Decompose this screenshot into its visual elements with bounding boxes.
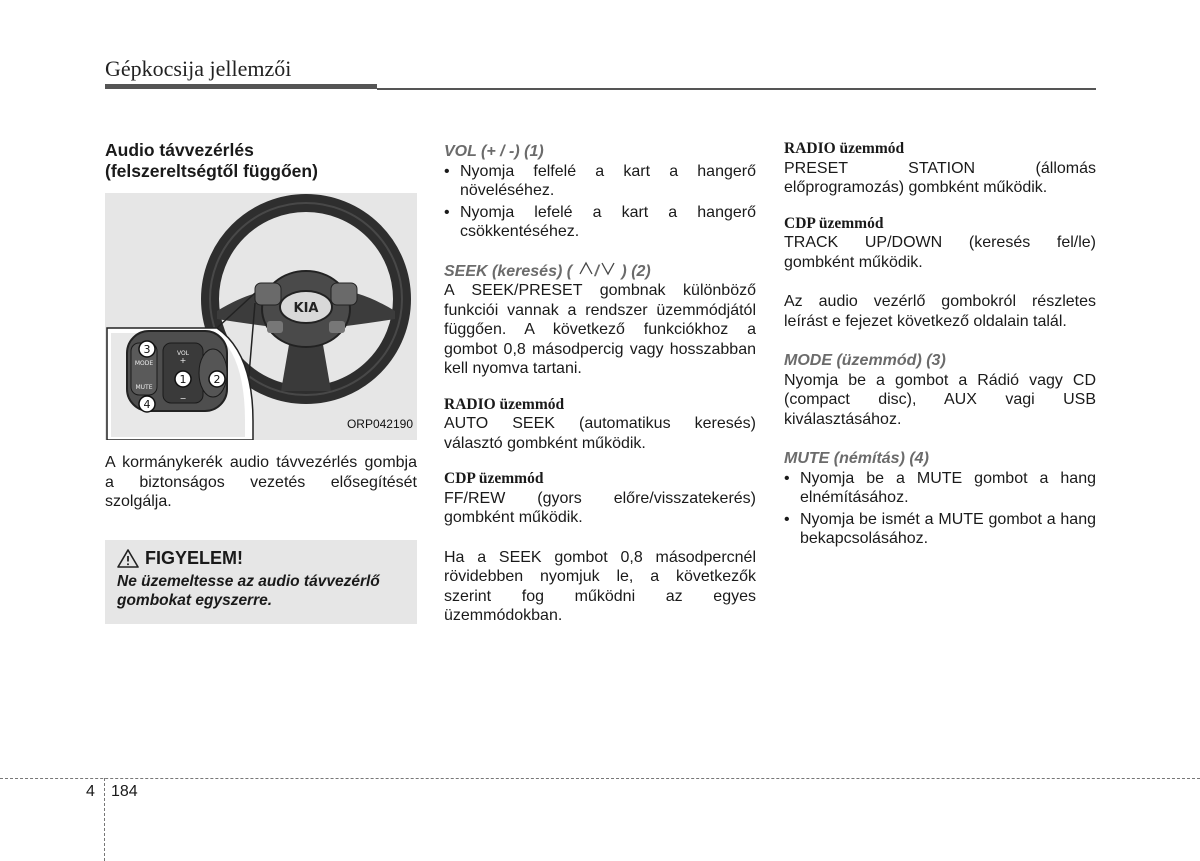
svg-text:3: 3 <box>143 343 151 356</box>
more-info-paragraph: Az audio vezérlő gombokról részletes leírást e fejezet következő oldalain talál. <box>784 293 1096 330</box>
radio-mode-text: AUTO SEEK (automatikus keresés) választó gombként működik. <box>444 415 756 452</box>
seek-heading: SEEK (keresés) ( / ) (2) <box>444 260 756 282</box>
steering-wheel-figure <box>105 193 417 440</box>
chapter-number: 4 <box>86 783 95 800</box>
footer-dashed-divider <box>104 778 105 861</box>
svg-text:4: 4 <box>143 398 151 411</box>
list-item: • Nyomja be ismét a MUTE gombot a hang bekapcsolásához. <box>784 510 1096 549</box>
cdp-mode-text: FF/REW (gyors előre/visszatekerés) gombként működik. <box>444 489 756 526</box>
vol-label: VOL <box>176 350 190 357</box>
warning-box <box>105 540 417 625</box>
short-press-paragraph: Ha a SEEK gombot 0,8 másodpercnél rövidebben nyomjuk le, a következők szerint fog működni az egyes üzemmódokban. <box>444 548 756 624</box>
list-item: • Nyomja be a MUTE gombot a hang elnémításához. <box>784 469 1096 508</box>
radio-mode-text-2: PRESET STATION (állomás előprogramozás) gombként működik. <box>784 159 1096 196</box>
mute-heading: MUTE (némítás) (4) <box>784 450 929 467</box>
list-item: • Nyomja lefelé a kart a hangerő csökkentéséhez. <box>444 203 756 242</box>
radio-mode-heading-2: RADIO üzemmód <box>784 140 905 157</box>
svg-text:+: + <box>179 356 187 365</box>
warning-icon <box>117 549 139 568</box>
steering-wheel-illustration <box>105 193 417 440</box>
left-column <box>105 140 417 624</box>
mode-heading: MODE (üzemmód) (3) <box>784 352 946 369</box>
callout-2 <box>209 371 225 387</box>
radio-mode-heading: RADIO üzemmód <box>444 395 565 413</box>
cdp-mode-heading-2: CDP üzemmód <box>784 214 884 232</box>
vol-list <box>444 162 756 242</box>
mute-list <box>784 469 1096 549</box>
intro-paragraph: A kormánykerék audio távvezérlés gombja a biztonságos vezetés elősegítését szolgálja. <box>105 454 417 510</box>
header-rule-thin <box>377 88 1096 90</box>
callout-1 <box>175 371 191 387</box>
mode-label: MODE <box>134 360 154 367</box>
middle-column <box>444 142 756 626</box>
warning-title: FIGYELEM! <box>145 547 243 568</box>
list-item: • Nyomja felfelé a kart a hangerő növeléséhez. <box>444 162 756 201</box>
svg-text:1: 1 <box>179 373 187 386</box>
page-header-title: Gépkocsija jellemzői <box>105 56 292 81</box>
header-rule-thick <box>105 84 377 89</box>
svg-text:2: 2 <box>213 373 221 386</box>
mode-text: Nyomja be a gombot a Rádió vagy CD (compact disc), AUX vagi USB kiválasztásához. <box>784 371 1096 428</box>
callout-3 <box>139 341 155 357</box>
warning-text: Ne üzemeltesse az audio távvezérlő gombokat egyszerre. <box>117 573 380 609</box>
cdp-mode-heading: CDP üzemmód <box>444 470 544 487</box>
svg-text:−: − <box>179 394 187 403</box>
brand-logo: KIA <box>293 301 319 316</box>
callout-4 <box>139 396 155 412</box>
page-number-value: 184 <box>111 783 138 800</box>
figure-code: ORP042190 <box>346 416 413 431</box>
vol-heading: VOL (+ / -) (1) <box>444 143 544 160</box>
right-column <box>784 139 1096 551</box>
section-heading-line2: (felszereltségtől függően) <box>105 161 318 181</box>
seek-up-icon <box>577 260 595 277</box>
section-heading-line1: Audio távvezérlés <box>105 140 254 160</box>
footer-dashed-rule <box>0 778 1200 779</box>
mute-label: MUTE <box>135 384 153 391</box>
seek-paragraph: A SEEK/PRESET gombnak különböző funkciói vannak a rendszer üzemmódjától függően. A következő funkciókhoz a gombot 0,8 másodpercig vagy hosszabban kell nyomva tartani. <box>444 282 756 377</box>
seek-down-icon <box>599 260 617 277</box>
cdp-mode-text-2: TRACK UP/DOWN (keresés fel/le) gombként működik. <box>784 234 1096 271</box>
